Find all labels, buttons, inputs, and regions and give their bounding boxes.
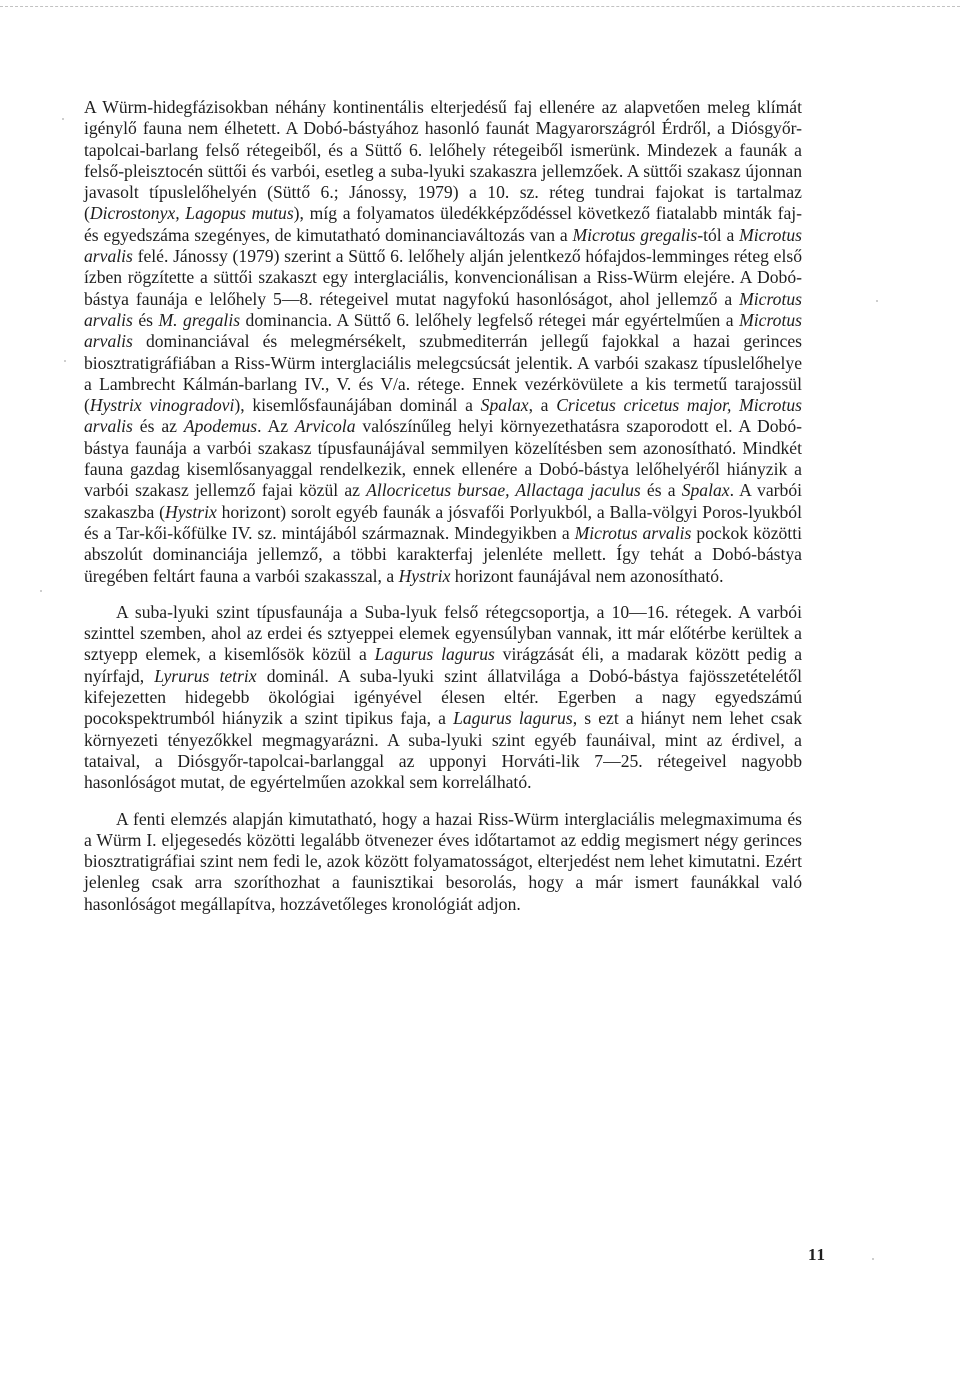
scan-edge-rule bbox=[0, 6, 960, 7]
text-run: A suba-lyuki szint típusfaunája a Suba-lyuk felső rétegcsoportja, a 10—16. rétegek. A varbói szinttel szemben, ahol az erdei és sztyeppei elemek egyensúlyban vannak, itt már előtérbe kerültek a sztyepp elemek, a kisemlősök közül a bbox=[84, 601, 802, 665]
taxon-name: Lyrurus tetrix bbox=[154, 665, 257, 686]
body-text bbox=[84, 97, 802, 915]
text-run: és bbox=[132, 309, 159, 330]
taxon-name: Cricetus cricetus major, Microtus arvalis bbox=[84, 395, 802, 437]
taxon-name: Apodemus bbox=[183, 416, 258, 437]
paragraph-2 bbox=[84, 602, 802, 794]
text-run: felé. Jánossy (1979) szerint a Süttő 6. lelőhely alján jelentkező hófajdos-lemminges réteg első ízben rögzítette a süttői szakaszt egy interglaciális, konvencionálisan a Riss-Würm elejére. A Dobó-bástya faunája e lelőhely 5—8. rétegeivel mutat nagyfokú hasonlóságot, ahol jellemző a bbox=[84, 246, 802, 309]
taxon-name: Lagurus lagurus bbox=[374, 644, 495, 665]
taxon-name: Lagurus lagurus bbox=[453, 708, 573, 729]
text-run: ), kisemlősfaunájában dominál a bbox=[234, 395, 481, 416]
taxon-name: Microtus arvalis bbox=[84, 309, 802, 352]
taxon-name: Spalax bbox=[480, 395, 529, 416]
taxon-name: Dicrostonyx, Lagopus mutus bbox=[89, 203, 294, 224]
text-run: és az bbox=[132, 416, 184, 437]
paragraph-3 bbox=[84, 809, 802, 915]
text-run: és a bbox=[640, 480, 682, 501]
text-run: . A varbói szakaszba ( bbox=[84, 480, 802, 522]
taxon-name: Hystrix bbox=[165, 501, 217, 522]
text-run: horizont faunájával nem azonosítható. bbox=[450, 565, 724, 586]
taxon-name: Microtus arvalis bbox=[84, 224, 802, 267]
taxon-name: Allocricetus bursae, Allactaga jaculus bbox=[366, 480, 641, 501]
scan-speck bbox=[64, 360, 66, 362]
text-run: . Az bbox=[257, 416, 295, 437]
taxon-name: Microtus gregalis bbox=[572, 224, 698, 245]
scan-speck bbox=[40, 590, 42, 592]
text-run: A Würm-hidegfázisokban néhány kontinentális elterjedésű faj ellenére az alapvetően meleg klímát igénylő fauna nem élhetett. A Dobó-bástyához hasonló faunát Magyarországról Érdről, a Diósgyőr-tapolcai-barlang felső rétegeiből, és a Süttő 6. lelőhely rétegeiből ismerünk. Mindezek a faunák a felső-pleisztocén süttői és varbói, esetleg a suba-lyuki szakaszra jellemzőek. A süttői szakasz újonnan javasolt típuslelőhelyén (Süttő 6.; Jánossy, 1979) a 10. sz. réteg tundrai fajokat is tartalmaz ( bbox=[84, 97, 802, 224]
taxon-name: M. gregalis bbox=[158, 309, 241, 330]
text-run: horizont) sorolt egyéb faunák a jósvafői Porlyukból, a Balla-völgyi Poros-lyukból és a Tar-kői-kőfülke IV. sz. mintájából származnak. Mindegyikben a bbox=[84, 501, 802, 543]
text-run: , a bbox=[528, 395, 557, 416]
text-run: virágzását éli, a madarak között pedig a nyírfajd, bbox=[84, 644, 803, 686]
text-run: , s ezt a hiányt nem lehet csak környezeti tényezőkkel megmagyarázni. A suba-lyuki szint egyéb faunáival, mint az érdivel, a tataival, a Diósgyőr-tapolcai-barlanggal az upponyi Horváti-lik 7—25. rétegeivel nagyobb hasonlóságot mutat, de egyértelműen azokkal sem korrelálható. bbox=[84, 708, 802, 793]
taxon-name: Arvicola bbox=[294, 416, 356, 437]
taxon-name: Spalax bbox=[681, 480, 730, 501]
paragraph-1 bbox=[84, 97, 802, 587]
text-run: A fenti elemzés alapján kimutatható, hogy a hazai Riss-Würm interglaciális melegmaximuma és a Würm I. eljegesedés közötti legalább ötvenezer éves időtartamot az eddig megismert négy gerinces biosztratigráfiai szint nem fedi le, azok között folyamatosságot, elterjedést nem lehet kimutatni. Ezért jelenleg csak arra szoríthozhat a faunisztikai besorolás, hogy a már ismert faunákkal való hasonlóságot megállapítva, hozzávetőleges kronológiát adjon. bbox=[84, 808, 802, 914]
page-number: 11 bbox=[808, 1245, 827, 1264]
taxon-name: Hystrix vinogradovi bbox=[89, 395, 235, 416]
text-run: dominancia. A Süttő 6. lelőhely legfelső rétegei már egyértelműen a bbox=[240, 309, 740, 330]
scan-speck bbox=[62, 118, 64, 120]
text-run: valószínűleg helyi környezethatásra szaporodott el. A Dobó-bástya faunája a varbói szakasz típusfaunájával semmilyen közelítésben sem azonosítható. Mindkét fauna gazdag kisemlősanyaggal rendelkezik, ennek ellenére a Dobó-bástya lelőhelyéről hiányzik a varbói szakasz jellemző fajai közül az bbox=[84, 416, 802, 501]
text-run: -tól a bbox=[697, 224, 740, 245]
taxon-name: Microtus arvalis bbox=[84, 288, 802, 330]
taxon-name: Microtus arvalis bbox=[574, 522, 692, 543]
scan-speck bbox=[872, 1258, 874, 1260]
text-run: dominál. A suba-lyuki szint állatvilága a Dobó-bástya fajösszetételétől kifejezetten hidegebb ökológiai igényével élesen eltér. Egerben a nagy egyedszámú pocokspektrumból hiányzik a szint tipikus faja, a bbox=[84, 665, 802, 729]
text-run: ), míg a folyamatos üledékképződéssel következő fiatalabb minták faj- és egyedszáma szegényes, de kimutatható dominanciaváltozás van a bbox=[84, 203, 802, 245]
text-run: dominanciával és melegmérsékelt, szubmediterrán jellegű fajokkal a hazai gerinces biosztratigráfiában a Riss-Würm interglaciális melegcsúcsát jelentik. A varbói szakasz típuslelőhelye a Lambrecht Kálmán-barlang IV., V. és V/a. rétege. Ennek vezérkövülete a kis termetű tarajossül ( bbox=[84, 331, 802, 416]
text-run: pockok közötti abszolút dominanciája jellemző, a többi karakterfaj jelenléte mellett. Így tehát a Dobó-bástya üregében feltárt fauna a varbói szakasszal, a bbox=[84, 522, 802, 586]
scan-speck bbox=[876, 300, 878, 302]
taxon-name: Hystrix bbox=[398, 565, 451, 586]
